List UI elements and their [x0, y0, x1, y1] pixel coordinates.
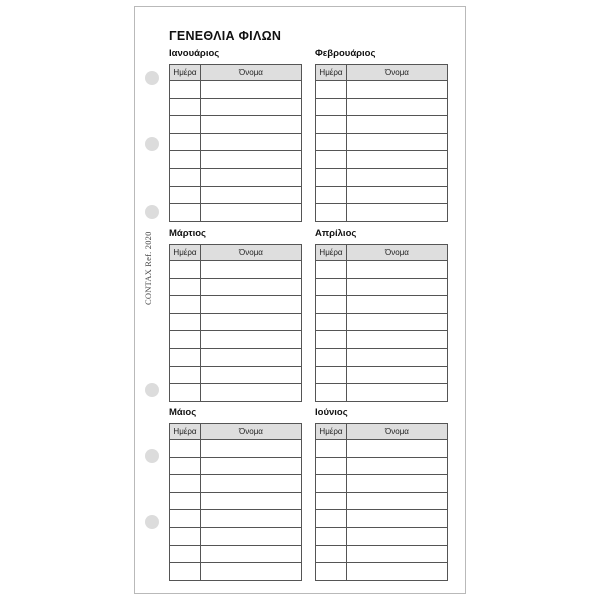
day-cell[interactable] [170, 366, 201, 384]
name-cell[interactable] [201, 186, 302, 204]
table-row [170, 545, 302, 563]
month-block-may [169, 407, 301, 581]
name-cell[interactable] [347, 278, 448, 296]
day-cell[interactable] [316, 81, 347, 99]
day-cell[interactable] [170, 457, 201, 475]
table-row [170, 81, 302, 99]
day-column-header: Ημέρα [316, 245, 347, 261]
name-cell[interactable] [347, 545, 448, 563]
table-row [316, 492, 448, 510]
day-cell[interactable] [316, 492, 347, 510]
day-cell[interactable] [316, 116, 347, 134]
table-row [170, 261, 302, 279]
punch-hole [145, 205, 159, 219]
name-cell[interactable] [201, 133, 302, 151]
table-row [316, 204, 448, 222]
day-cell[interactable] [170, 545, 201, 563]
name-cell[interactable] [347, 116, 448, 134]
table-row [316, 510, 448, 528]
page-title: ΓΕΝΕΘΛΙΑ ΦΙΛΩΝ [169, 29, 282, 43]
name-cell[interactable] [201, 440, 302, 458]
day-cell[interactable] [316, 510, 347, 528]
table-row [170, 331, 302, 349]
name-column-header: Όνομα [347, 65, 448, 81]
table-row [170, 527, 302, 545]
day-cell[interactable] [316, 313, 347, 331]
name-cell[interactable] [201, 475, 302, 493]
day-cell[interactable] [316, 348, 347, 366]
name-cell[interactable] [347, 366, 448, 384]
day-cell[interactable] [316, 366, 347, 384]
day-column-header: Ημέρα [316, 424, 347, 440]
table-row [316, 168, 448, 186]
name-cell[interactable] [201, 116, 302, 134]
table-row [316, 384, 448, 402]
table-row [170, 563, 302, 581]
punch-hole [145, 449, 159, 463]
name-cell[interactable] [347, 348, 448, 366]
table-row [170, 440, 302, 458]
birthday-table [169, 64, 302, 222]
name-cell[interactable] [201, 151, 302, 169]
table-row [170, 348, 302, 366]
table-row [170, 510, 302, 528]
day-cell[interactable] [170, 81, 201, 99]
table-row [316, 278, 448, 296]
name-cell[interactable] [347, 81, 448, 99]
day-cell[interactable] [316, 261, 347, 279]
name-cell[interactable] [347, 261, 448, 279]
day-cell[interactable] [170, 278, 201, 296]
table-row [170, 475, 302, 493]
name-cell[interactable] [201, 168, 302, 186]
table-row [170, 296, 302, 314]
table-row [170, 278, 302, 296]
punch-hole [145, 71, 159, 85]
side-reference-text: CONTAX Ref. 2020 [143, 231, 153, 305]
table-row [170, 133, 302, 151]
table-row [170, 457, 302, 475]
day-cell[interactable] [170, 204, 201, 222]
month-name: Φεβρουάριος [315, 48, 376, 59]
name-cell[interactable] [201, 527, 302, 545]
name-cell[interactable] [347, 457, 448, 475]
name-cell[interactable] [347, 527, 448, 545]
table-row [316, 313, 448, 331]
table-row [170, 366, 302, 384]
name-cell[interactable] [201, 261, 302, 279]
name-cell[interactable] [201, 204, 302, 222]
day-cell[interactable] [170, 384, 201, 402]
birthday-table [169, 423, 302, 581]
day-cell[interactable] [170, 296, 201, 314]
month-block-march [169, 228, 301, 402]
name-cell[interactable] [347, 563, 448, 581]
day-cell[interactable] [316, 168, 347, 186]
name-cell[interactable] [347, 440, 448, 458]
day-column-header: Ημέρα [170, 245, 201, 261]
planner-page [134, 6, 466, 594]
day-cell[interactable] [170, 313, 201, 331]
name-cell[interactable] [201, 366, 302, 384]
month-name: Μάιος [169, 407, 197, 418]
table-row [316, 457, 448, 475]
table-row [316, 296, 448, 314]
month-block-april [315, 228, 447, 402]
name-column-header: Όνομα [201, 65, 302, 81]
day-cell[interactable] [316, 440, 347, 458]
day-cell[interactable] [316, 98, 347, 116]
month-name: Ιούνιος [315, 407, 348, 418]
name-cell[interactable] [201, 384, 302, 402]
table-row [316, 186, 448, 204]
day-cell[interactable] [316, 563, 347, 581]
day-cell[interactable] [170, 151, 201, 169]
day-cell[interactable] [170, 348, 201, 366]
name-cell[interactable] [201, 545, 302, 563]
day-column-header: Ημέρα [170, 424, 201, 440]
name-column-header: Όνομα [347, 245, 448, 261]
table-row [316, 151, 448, 169]
day-cell[interactable] [170, 98, 201, 116]
day-column-header: Ημέρα [170, 65, 201, 81]
name-cell[interactable] [347, 296, 448, 314]
day-cell[interactable] [170, 133, 201, 151]
name-cell[interactable] [201, 563, 302, 581]
name-cell[interactable] [201, 278, 302, 296]
table-row [170, 151, 302, 169]
name-cell[interactable] [347, 98, 448, 116]
month-block-january [169, 48, 301, 222]
name-cell[interactable] [347, 133, 448, 151]
punch-hole [145, 137, 159, 151]
day-cell[interactable] [170, 563, 201, 581]
table-row [316, 116, 448, 134]
day-column-header: Ημέρα [316, 65, 347, 81]
table-row [316, 545, 448, 563]
name-cell[interactable] [347, 151, 448, 169]
table-row [316, 366, 448, 384]
day-cell[interactable] [170, 527, 201, 545]
table-row [170, 116, 302, 134]
day-cell[interactable] [170, 440, 201, 458]
day-cell[interactable] [316, 527, 347, 545]
day-cell[interactable] [170, 492, 201, 510]
table-row [170, 313, 302, 331]
table-row [170, 492, 302, 510]
day-cell[interactable] [316, 296, 347, 314]
table-row [316, 98, 448, 116]
name-cell[interactable] [201, 457, 302, 475]
name-cell[interactable] [347, 510, 448, 528]
name-cell[interactable] [201, 313, 302, 331]
table-row [316, 261, 448, 279]
birthday-table [315, 64, 448, 222]
day-cell[interactable] [316, 475, 347, 493]
table-row [316, 348, 448, 366]
name-cell[interactable] [201, 348, 302, 366]
name-cell[interactable] [201, 492, 302, 510]
birthday-table [315, 423, 448, 581]
name-cell[interactable] [347, 492, 448, 510]
table-row [170, 186, 302, 204]
day-cell[interactable] [316, 186, 347, 204]
birthday-table [315, 244, 448, 402]
name-cell[interactable] [347, 331, 448, 349]
month-name: Μάρτιος [169, 228, 206, 239]
birthday-table [169, 244, 302, 402]
table-row [316, 527, 448, 545]
day-cell[interactable] [316, 151, 347, 169]
day-cell[interactable] [170, 116, 201, 134]
table-row [316, 81, 448, 99]
month-block-june [315, 407, 447, 581]
table-row [170, 384, 302, 402]
name-cell[interactable] [201, 510, 302, 528]
name-cell[interactable] [201, 296, 302, 314]
name-cell[interactable] [201, 331, 302, 349]
day-cell[interactable] [316, 204, 347, 222]
day-cell[interactable] [316, 278, 347, 296]
day-cell[interactable] [170, 261, 201, 279]
table-row [316, 331, 448, 349]
name-cell[interactable] [347, 475, 448, 493]
table-row [170, 168, 302, 186]
day-cell[interactable] [316, 384, 347, 402]
name-cell[interactable] [347, 168, 448, 186]
table-row [170, 98, 302, 116]
name-column-header: Όνομα [347, 424, 448, 440]
day-cell[interactable] [170, 168, 201, 186]
day-cell[interactable] [170, 475, 201, 493]
day-cell[interactable] [316, 545, 347, 563]
name-cell[interactable] [201, 98, 302, 116]
name-cell[interactable] [201, 81, 302, 99]
name-column-header: Όνομα [201, 424, 302, 440]
day-cell[interactable] [316, 133, 347, 151]
month-block-february [315, 48, 447, 222]
day-cell[interactable] [170, 510, 201, 528]
day-cell[interactable] [170, 331, 201, 349]
day-cell[interactable] [316, 331, 347, 349]
table-row [170, 204, 302, 222]
day-cell[interactable] [316, 457, 347, 475]
name-cell[interactable] [347, 186, 448, 204]
table-row [316, 440, 448, 458]
punch-hole [145, 515, 159, 529]
table-row [316, 475, 448, 493]
day-cell[interactable] [170, 186, 201, 204]
table-row [316, 133, 448, 151]
name-cell[interactable] [347, 204, 448, 222]
month-name: Απρίλιος [315, 228, 357, 239]
name-cell[interactable] [347, 313, 448, 331]
table-row [316, 563, 448, 581]
name-cell[interactable] [347, 384, 448, 402]
name-column-header: Όνομα [201, 245, 302, 261]
month-name: Ιανουάριος [169, 48, 220, 59]
punch-hole [145, 383, 159, 397]
